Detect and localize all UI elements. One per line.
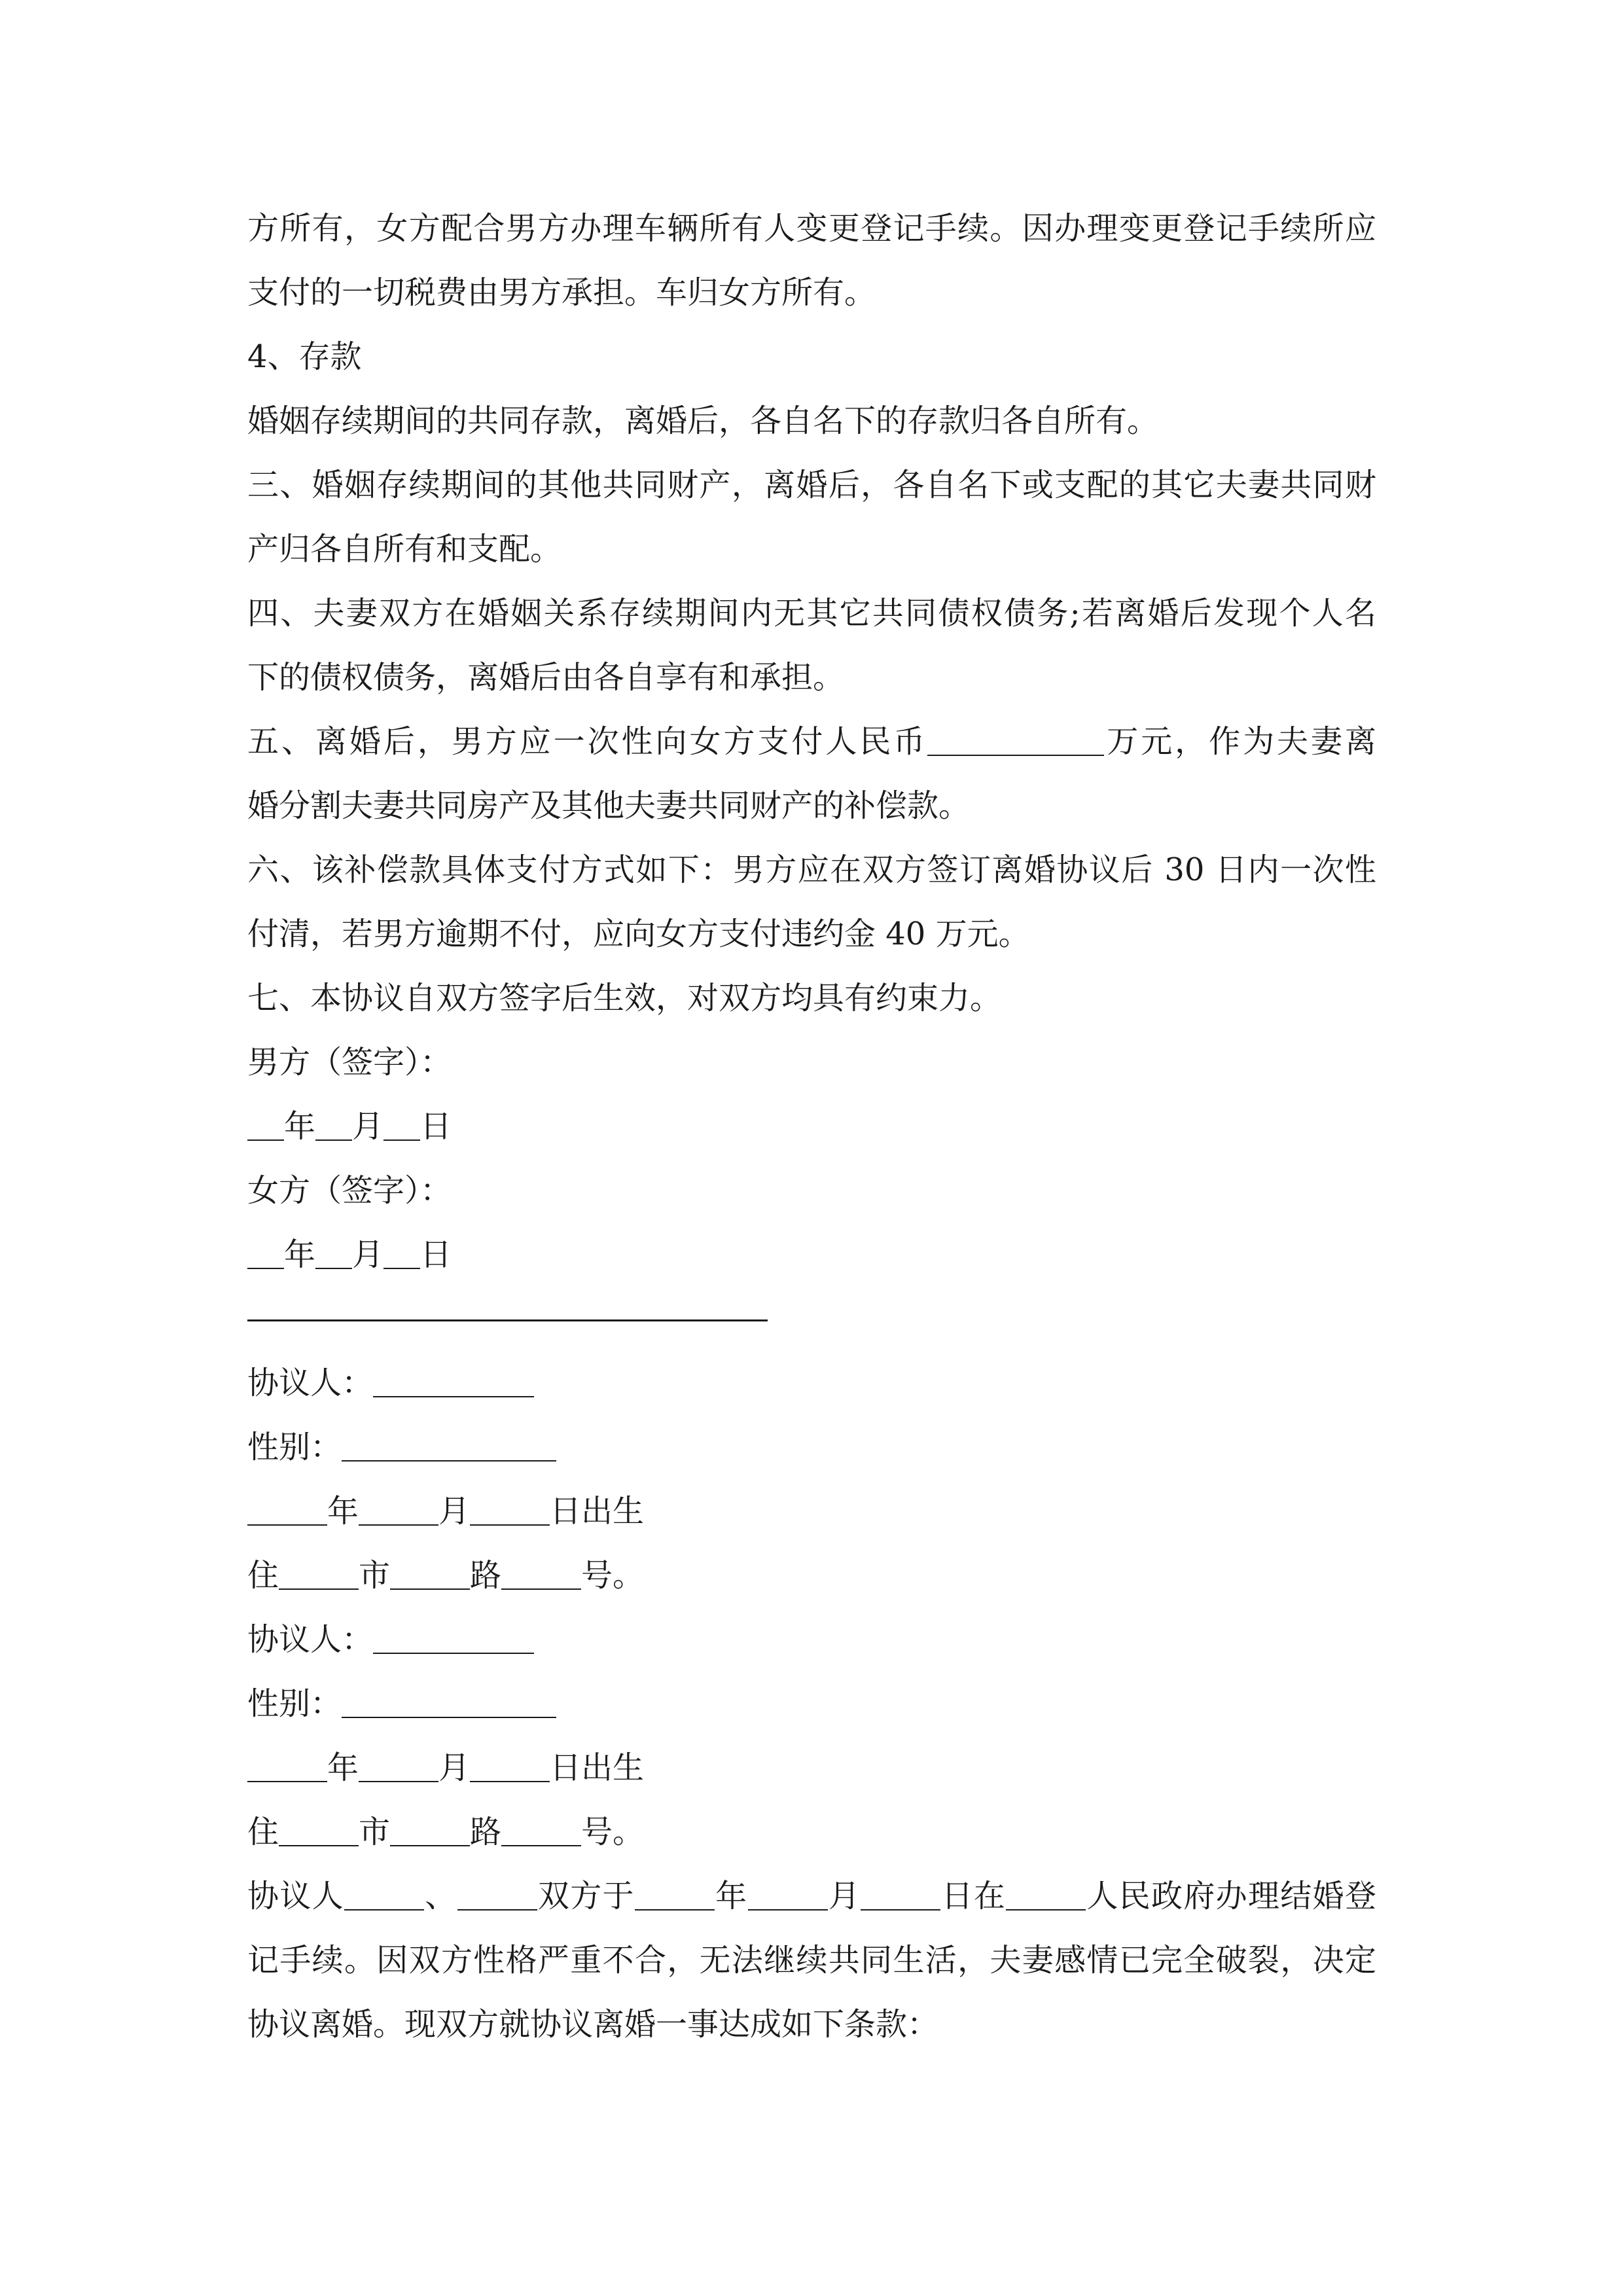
female-date-year-blank[interactable] — [247, 1236, 284, 1269]
clause-five-line-1 — [247, 709, 1376, 774]
clause-three-line-1: 三、婚姻存续期间的其他共同财产，离婚后，各自名下或支配的其它夫妻共同财 — [247, 467, 1376, 503]
party2-gender-row — [247, 1672, 1376, 1736]
address-prefix: 住 — [247, 1557, 279, 1594]
address-city-label: 市 — [359, 1814, 391, 1850]
male-signature-date — [247, 1094, 1376, 1158]
clause-deposits-line-1: 婚姻存续期间的共同存款，离婚后，各自名下的存款归各自所有。 — [247, 403, 1159, 439]
intro-line-2: 记手续。因双方性格严重不合，无法继续共同生活，夫妻感情已完全破裂，决定 — [247, 1942, 1376, 1979]
address-city-label: 市 — [359, 1557, 391, 1594]
party1-gender-blank[interactable] — [342, 1429, 556, 1462]
party2-address-row — [247, 1800, 1376, 1864]
intro-party2-blank[interactable] — [457, 1878, 537, 1910]
intro-text-b: 、 — [423, 1878, 457, 1914]
intro-government-blank[interactable] — [1006, 1878, 1086, 1910]
party2-city-blank[interactable] — [279, 1814, 359, 1846]
intro-line-3: 协议离婚。现双方就协议离婚一事达成如下条款： — [247, 2006, 939, 2043]
document-body — [247, 196, 1376, 2056]
clause-five-text-b: 万元，作为夫妻离 — [1104, 723, 1376, 760]
compensation-amount-blank[interactable] — [927, 723, 1104, 756]
clause-six-line-2: 付清，若男方逾期不付，应向女方支付违约金 40 万元。 — [247, 916, 1030, 952]
intro-month-blank[interactable] — [748, 1878, 828, 1910]
date-year-label: 年 — [284, 1236, 316, 1273]
address-number-label: 号。 — [581, 1557, 645, 1594]
birth-year-label: 年 — [327, 1749, 359, 1786]
birth-day-label: 日出生 — [550, 1493, 645, 1530]
party1-birth-month-blank[interactable] — [359, 1493, 438, 1526]
date-day-label: 日 — [420, 1108, 452, 1145]
party2-name-row — [247, 1607, 1376, 1672]
birth-day-label: 日出生 — [550, 1749, 645, 1786]
party-name-label: 协议人： — [247, 1621, 374, 1658]
intro-text-c: 双方于 — [537, 1878, 635, 1914]
intro-line-1 — [247, 1864, 1376, 1928]
party-gender-label: 性别： — [247, 1429, 342, 1465]
intro-day-blank[interactable] — [861, 1878, 940, 1910]
party2-birth-year-blank[interactable] — [247, 1749, 327, 1782]
clause-five-text-a: 五、离婚后，男方应一次性向女方支付人民币 — [247, 723, 928, 760]
party2-gender-blank[interactable] — [342, 1685, 556, 1718]
party1-gender-row — [247, 1415, 1376, 1479]
clause-vehicle-line-1: 方所有，女方配合男方办理车辆所有人变更登记手续。因办理变更登记手续所应 — [247, 210, 1376, 247]
section-divider — [247, 1287, 1376, 1351]
party2-birth-day-blank[interactable] — [470, 1749, 550, 1782]
clause-vehicle-line-2: 支付的一切税费由男方承担。车归女方所有。 — [247, 274, 876, 311]
intro-text-e: 月 — [827, 1878, 861, 1914]
party1-address-row — [247, 1543, 1376, 1607]
party1-city-blank[interactable] — [279, 1557, 359, 1590]
address-number-label: 号。 — [581, 1814, 645, 1850]
party-name-label: 协议人： — [247, 1365, 374, 1401]
date-day-label: 日 — [420, 1236, 452, 1273]
party1-birth-row — [247, 1479, 1376, 1543]
party2-number-blank[interactable] — [501, 1814, 581, 1846]
section-heading-deposits: 4、存款 — [247, 338, 362, 375]
party1-name-blank[interactable] — [373, 1365, 534, 1397]
female-signature-date — [247, 1223, 1376, 1287]
party1-birth-day-blank[interactable] — [470, 1493, 550, 1526]
intro-text-g: 人民政府办理结婚登 — [1086, 1878, 1376, 1914]
divider-line — [247, 1319, 768, 1321]
date-month-label: 月 — [352, 1236, 384, 1273]
female-date-month-blank[interactable] — [315, 1236, 352, 1269]
clause-four-line-1: 四、夫妻双方在婚姻关系存续期间内无其它共同债权债务;若离婚后发现个人名 — [247, 595, 1376, 632]
birth-month-label: 月 — [438, 1749, 471, 1786]
party1-birth-year-blank[interactable] — [247, 1493, 327, 1526]
party2-name-blank[interactable] — [373, 1621, 534, 1654]
address-prefix: 住 — [247, 1814, 279, 1850]
intro-text-a: 协议人 — [247, 1878, 344, 1914]
party1-name-row — [247, 1351, 1376, 1415]
intro-year-blank[interactable] — [635, 1878, 715, 1910]
intro-text-d: 年 — [714, 1878, 748, 1914]
party1-road-blank[interactable] — [390, 1557, 470, 1590]
female-signature-label: 女方（签字）： — [247, 1172, 452, 1209]
male-date-year-blank[interactable] — [247, 1108, 284, 1141]
intro-text-f: 日在 — [940, 1878, 1007, 1914]
party-gender-label: 性别： — [247, 1685, 342, 1722]
birth-year-label: 年 — [327, 1493, 359, 1530]
party2-birth-row — [247, 1736, 1376, 1800]
date-month-label: 月 — [352, 1108, 384, 1145]
party1-number-blank[interactable] — [501, 1557, 581, 1590]
intro-party1-blank[interactable] — [344, 1878, 424, 1910]
clause-six-line-1: 六、该补偿款具体支付方式如下：男方应在双方签订离婚协议后 30 日内一次性 — [247, 852, 1376, 888]
male-date-day-blank[interactable] — [383, 1108, 420, 1141]
date-year-label: 年 — [284, 1108, 316, 1145]
male-date-month-blank[interactable] — [315, 1108, 352, 1141]
address-road-label: 路 — [470, 1557, 502, 1594]
clause-seven-line-1: 七、本协议自双方签字后生效，对双方均具有约束力。 — [247, 980, 1002, 1016]
party2-birth-month-blank[interactable] — [359, 1749, 438, 1782]
female-date-day-blank[interactable] — [383, 1236, 420, 1269]
clause-five-line-2: 婚分割夫妻共同房产及其他夫妻共同财产的补偿款。 — [247, 787, 971, 824]
clause-three-line-2: 产归各自所有和支配。 — [247, 531, 562, 567]
birth-month-label: 月 — [438, 1493, 471, 1530]
clause-four-line-2: 下的债权债务，离婚后由各自享有和承担。 — [247, 659, 845, 696]
male-signature-label: 男方（签字）： — [247, 1044, 452, 1081]
address-road-label: 路 — [470, 1814, 502, 1850]
party2-road-blank[interactable] — [390, 1814, 470, 1846]
